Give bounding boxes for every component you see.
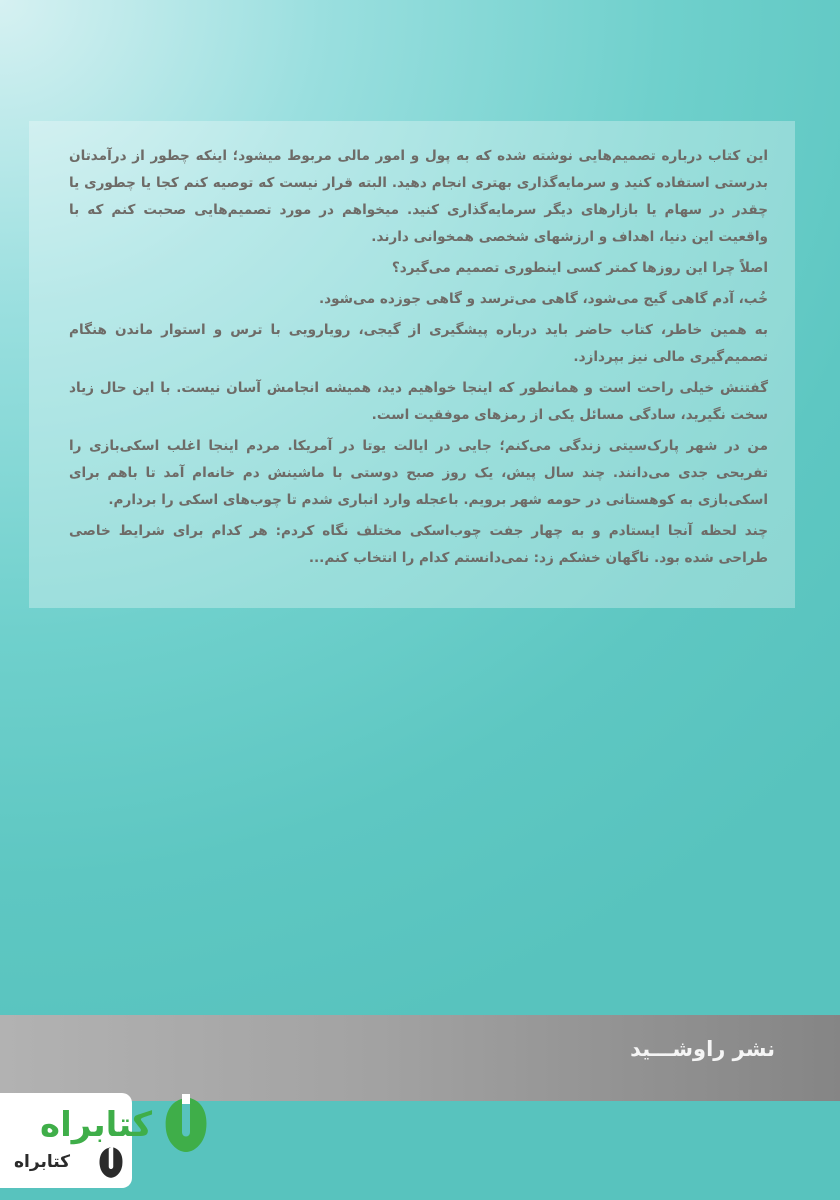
ketabrah-small-logo-icon: [96, 1144, 126, 1180]
publisher-band: [0, 1015, 840, 1101]
description-paragraph-6: من در شهر پارک‌سیتی زندگی می‌کنم؛ جایی در ایالت یوتا در آمریکا. مردم اینجا اغلب اسکی‌بازی را تفریحی جدی می‌دانند. چند سال پیش، یک روز صبح دوستی با ماشینش دم خانه‌ام آمد تا باهم برای اسکی‌بازی به کوهستانی در حومه شهر برویم. باعجله وارد انباری شدم تا چوب‌های اسکی را بردارم.: [69, 438, 768, 508]
publisher-name: نشر راوشـــید: [630, 1037, 775, 1061]
description-paragraph-1: این کتاب درباره تصمیم‌هایی نوشته شده که به پول و امور مالی مربوط میشود؛ اینکه چطور از درآمدتان بدرستی استفاده کنید و سرمایه‌گذاری بهتری انجام دهید. البته قرار نیست که توصیه کنم کجا یا چطوری یا چقدر در سهام یا بازارهای دیگر سرمایه‌گذاری کنید. میخواهم در مورد تصمیم‌هایی صحبت کنم که با واقعیت این دنیا، اهداف و ارزشهای شخصی همخوانی دارند.: [69, 148, 768, 245]
back-cover-description: [29, 121, 795, 608]
description-paragraph-7: چند لحظه آنجا ایستادم و به چهار جفت چوب‌اسکی مختلف نگاه کردم: هر کدام برای شرایط خاصی طراحی شده بود. ناگهان خشکم زد: نمی‌دانستم کدام را انتخاب کنم...: [69, 523, 768, 566]
ketabrah-logo-icon: [160, 1092, 212, 1156]
logo-wordmark: کتابراه: [40, 1105, 153, 1145]
description-paragraph-2: اصلاً چرا این روزها کمتر کسی اینطوری تصمیم می‌گیرد؟: [391, 260, 768, 276]
description-paragraph-4: به همین خاطر، کتاب حاضر باید درباره پیشگیری از گیجی، رویارویی با ترس و استوار ماندن هنگام تصمیم‌گیری مالی نیز بپردازد.: [69, 322, 768, 365]
description-paragraph-3: خُب، آدم گاهی گیج می‌شود، گاهی می‌ترسد و گاهی جوزده می‌شود.: [318, 291, 768, 307]
description-paragraph-5: گفتنش خیلی راحت است و همانطور که اینجا خواهیم دید، همیشه انجامش آسان نیست. با این حال زیاد سخت نگیرید، سادگی مسائل یکی از رمزهای موفقیت است.: [69, 380, 768, 423]
logo-wordmark-small: کتابراه: [14, 1152, 71, 1172]
